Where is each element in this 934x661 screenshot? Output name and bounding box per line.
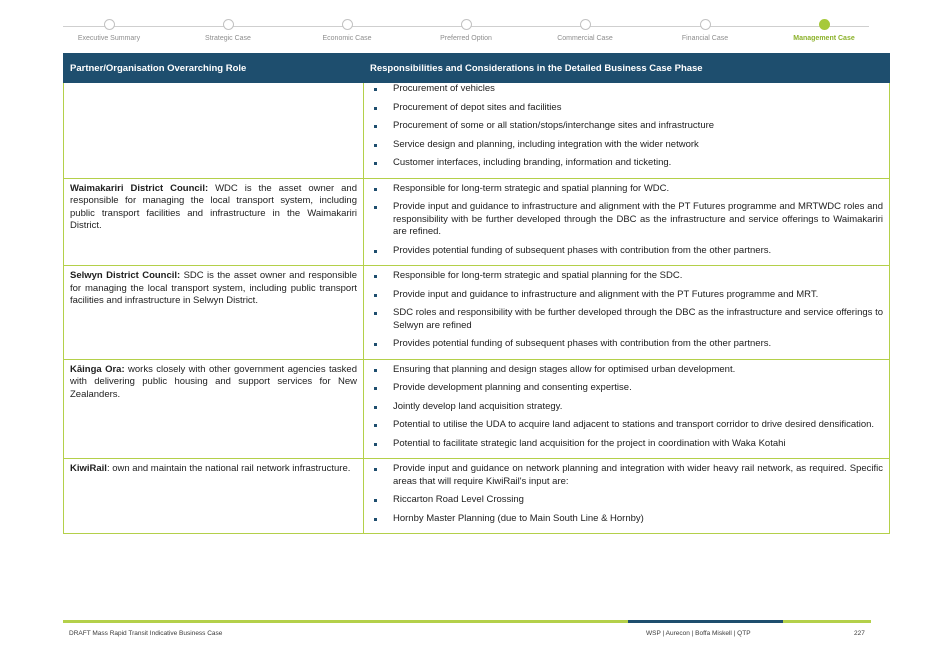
step-financial-case[interactable] <box>649 19 761 42</box>
table-header-row <box>64 54 890 83</box>
footer-document-title: DRAFT Mass Rapid Transit Indicative Business Case <box>69 630 223 637</box>
org-name: KiwiRail <box>70 463 107 474</box>
step-dot-icon <box>461 19 472 30</box>
section-progress-tracker <box>63 16 869 46</box>
org-role: works closely with other government agencies tasked with delivering public housing and support services for New Zealanders. <box>70 363 357 400</box>
responsibility-list <box>370 364 883 451</box>
list-item: Provides potential funding of subsequent phases with contribution from the other partners. <box>370 245 883 258</box>
responsibilities-cell <box>364 266 890 360</box>
step-label: Economic Case <box>322 35 372 42</box>
footer-page-number: 227 <box>854 630 865 637</box>
role-cell <box>64 178 364 266</box>
step-executive-summary[interactable] <box>53 19 165 42</box>
step-dot-icon <box>580 19 591 30</box>
step-dot-icon <box>342 19 353 30</box>
list-item: Provide input and guidance to infrastructure and alignment with the PT Futures programme and MRTWDC roles and responsibility with be further developed through the DBC as the infrastructure and service offerings to Waimakariri are refined. <box>370 201 883 239</box>
footer-divider-blue <box>628 620 783 623</box>
table-row-kainga-ora <box>64 359 890 459</box>
step-label: Preferred Option <box>440 35 492 42</box>
org-role: : own and maintain the national rail network infrastructure. <box>106 463 351 474</box>
list-item: Procurement of vehicles <box>370 83 883 96</box>
list-item: Procurement of depot sites and facilities <box>370 102 883 115</box>
step-preferred-option[interactable] <box>410 19 522 42</box>
step-economic-case[interactable] <box>291 19 403 42</box>
role-cell <box>64 459 364 534</box>
step-label: Commercial Case <box>557 35 613 42</box>
list-item: Responsible for long-term strategic and spatial planning for WDC. <box>370 183 883 196</box>
list-item: Provide input and guidance on network planning and integration with wider heavy rail network, as required. Specific areas that will require KiwiRail's input are: <box>370 463 883 488</box>
org-role: WDC is the asset owner and responsible for managing the local transport system, including public transport facilities and infrastructure in the Waimakariri District. <box>70 182 357 231</box>
footer-divider-green-end <box>783 620 871 623</box>
step-label: Management Case <box>793 35 855 42</box>
list-item: Procurement of some or all station/stops/interchange sites and infrastructure <box>370 120 883 133</box>
responsibilities-cell <box>364 459 890 534</box>
step-dot-icon <box>700 19 711 30</box>
role-cell <box>64 359 364 459</box>
responsibility-list <box>370 463 883 525</box>
column-header-responsibilities: Responsibilities and Considerations in the Detailed Business Case Phase <box>364 54 890 83</box>
table-row-continuation <box>64 83 890 179</box>
org-name: Kāinga Ora: <box>70 363 125 375</box>
list-item: Riccarton Road Level Crossing <box>370 494 883 507</box>
step-management-case[interactable] <box>768 19 880 42</box>
footer-divider <box>63 620 871 623</box>
list-item: Ensuring that planning and design stages allow for optimised urban development. <box>370 364 883 377</box>
list-item: Provide input and guidance to infrastructure and alignment with the PT Futures programme and MRT. <box>370 289 883 302</box>
responsibilities-cell <box>364 178 890 266</box>
step-dot-icon <box>104 19 115 30</box>
table-row-selwyn <box>64 266 890 360</box>
step-dot-active-icon <box>819 19 830 30</box>
responsibility-list <box>370 183 883 258</box>
list-item: SDC roles and responsibility with be further developed through the DBC as the infrastructure and service offerings to Selwyn are refined <box>370 307 883 332</box>
responsibility-list <box>370 83 883 170</box>
org-role: SDC is the asset owner and responsible for managing the local transport system, including public transport facilities and infrastructure in Selwyn District. <box>70 270 357 306</box>
step-strategic-case[interactable] <box>172 19 284 42</box>
table-row-waimakariri <box>64 178 890 266</box>
list-item: Hornby Master Planning (due to Main South Line & Hornby) <box>370 513 883 526</box>
list-item: Jointly develop land acquisition strategy. <box>370 401 883 414</box>
list-item: Customer interfaces, including branding, information and ticketing. <box>370 157 883 170</box>
list-item: Potential to utilise the UDA to acquire land adjacent to stations and transport corridor to drive desired densification. <box>370 419 883 432</box>
footer-authors: WSP | Aurecon | Boffa Miskell | QTP <box>646 630 751 637</box>
org-name: Selwyn District Council: <box>70 270 181 281</box>
step-commercial-case[interactable] <box>529 19 641 42</box>
table-row-kiwirail <box>64 459 890 534</box>
responsibilities-cell <box>364 359 890 459</box>
list-item: Provide development planning and consenting expertise. <box>370 382 883 395</box>
step-dot-icon <box>223 19 234 30</box>
responsibility-list <box>370 270 883 351</box>
list-item: Service design and planning, including integration with the wider network <box>370 139 883 152</box>
responsibilities-cell <box>364 83 890 179</box>
org-name: Waimakariri District Council: <box>70 182 209 194</box>
step-label: Strategic Case <box>205 35 251 42</box>
list-item: Potential to facilitate strategic land acquisition for the project in coordination with Waka Kotahi <box>370 438 883 451</box>
role-cell-empty <box>64 83 364 179</box>
step-label: Financial Case <box>681 35 729 42</box>
step-label: Executive Summary <box>77 35 141 42</box>
role-cell <box>64 266 364 360</box>
column-header-role: Partner/Organisation Overarching Role <box>64 54 364 83</box>
list-item: Provides potential funding of subsequent phases with contribution from the other partners. <box>370 338 883 351</box>
footer-divider-green <box>63 620 628 623</box>
responsibilities-table <box>63 53 890 534</box>
list-item: Responsible for long-term strategic and spatial planning for the SDC. <box>370 270 883 283</box>
